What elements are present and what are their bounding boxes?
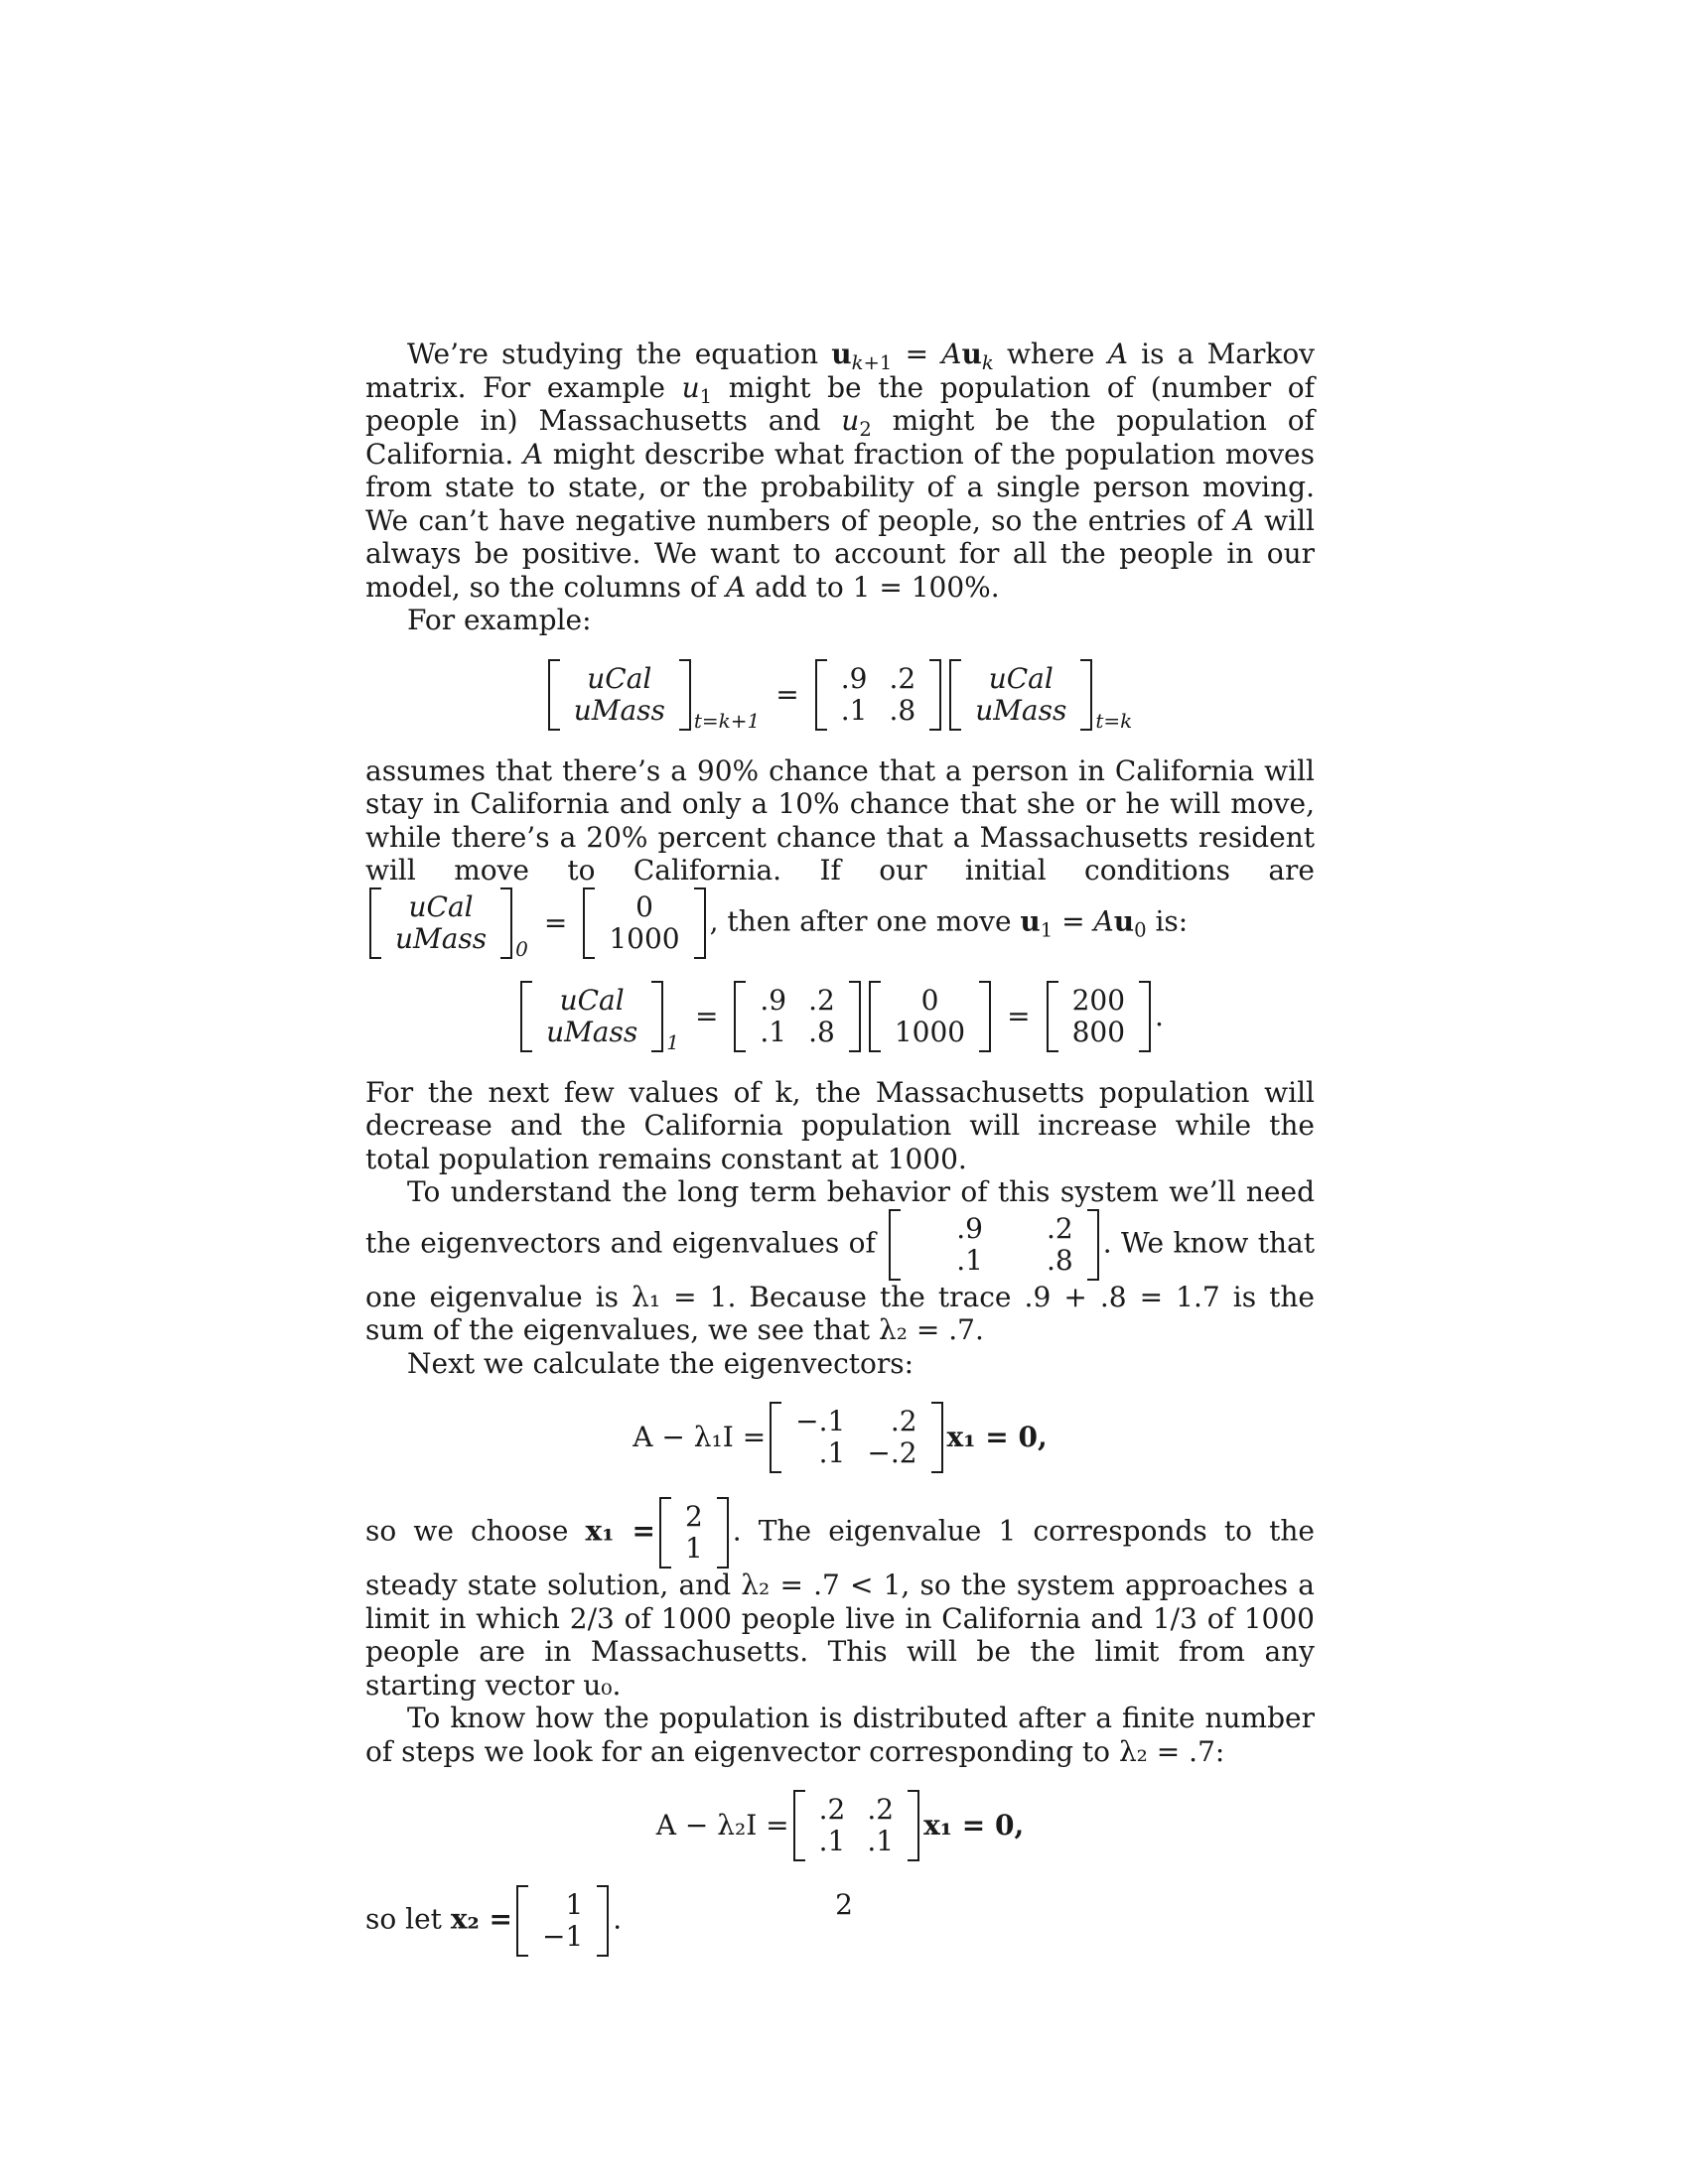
paragraph-finite-steps: To know how the population is distributed after a finite number of steps we look for an eigenvector corresponding to λ₂ = .7: bbox=[365, 1702, 1315, 1768]
equation-transition: uCal uMass t=k+1 = .9 .2 .1 .8 uCal uMass t=k bbox=[365, 659, 1315, 731]
paragraph-assumptions: assumes that there’s a 90% chance that a person in California will stay in California and only a 10% chance that she or he will move, while there’s a 20% percent chance that a Massachusetts resident will move to California. If our initial conditions are uCal uMass 0 = 0 1000 , then after one move $u_1 = Au_0$ is: bbox=[365, 753, 1315, 961]
initial-values-vector: 0 1000 bbox=[583, 887, 705, 959]
equation-eigenvector-2: A − λ₂I = .2 .2 .1 .1 x₁ = 0, bbox=[365, 1790, 1315, 1861]
result-vector: 200 800 bbox=[1047, 981, 1151, 1052]
state-vector-next: uCal uMass t=k+1 bbox=[548, 659, 761, 731]
paragraph-trend: For the next few values of k, the Massachusetts population will decrease and the California population will increase while the total population remains constant at 1000. bbox=[365, 1075, 1315, 1175]
state-vector-current: uCal uMass t=k bbox=[949, 659, 1132, 731]
markov-matrix: .9 .2 .1 .8 bbox=[815, 659, 941, 731]
equation-eigenvector-1: A − λ₁I = −.1 .2 .1 −.2 x₁ = 0, bbox=[365, 1402, 1315, 1473]
initial-state-vector: uCal uMass 0 bbox=[369, 887, 528, 959]
paragraph-steady-state: so we choose x₁ = 2 1 . The eigenvalue 1 corresponds to the steady state solution, and λ₂ = .7 < 1, so the system approaches a limit in which 2/3 of 1000 people live in California and 1/3 of 1000 people are in Massachusetts. This will be the limit from any starting vector u₀. bbox=[365, 1497, 1315, 1702]
paragraph-intro: We’re studying the equation $u_{k+1} = Au_k$ where A is a Markov matrix. For example $u_1$ might be the population of (number of people in) Massachusetts and $u_2$ might be the population of California. A might describe what fraction of the population moves from state to state, or the probability of a single person moving. We can’t have negative numbers of people, so the entries of A will always be positive. We want to account for all the people in our model, so the columns of A add to 1 = 100%. bbox=[365, 338, 1316, 604]
page-number: 2 bbox=[835, 1888, 853, 1921]
paragraph-x2: so let x₂ = 1 −1 . bbox=[365, 1885, 1315, 1957]
paragraph-eigen: To understand the long term behavior of this system we’ll need the eigenvectors and eigenvalues of .9 .2 .1 .8 . We know that one eigenvalue is λ₁ = 1. Because the trace .9 + .8 = 1.7 is the sum of the eigenvalues, we see that λ₂ = .7. bbox=[365, 1175, 1315, 1346]
paragraph-next: Next we calculate the eigenvectors: bbox=[407, 1346, 914, 1380]
document-page bbox=[365, 338, 1315, 1957]
paragraph-for-example: For example: bbox=[407, 604, 592, 636]
equation-one-step: uCal uMass 1 = .9 .2 .1 .8 0 1000 = 200 800 . bbox=[365, 981, 1315, 1052]
